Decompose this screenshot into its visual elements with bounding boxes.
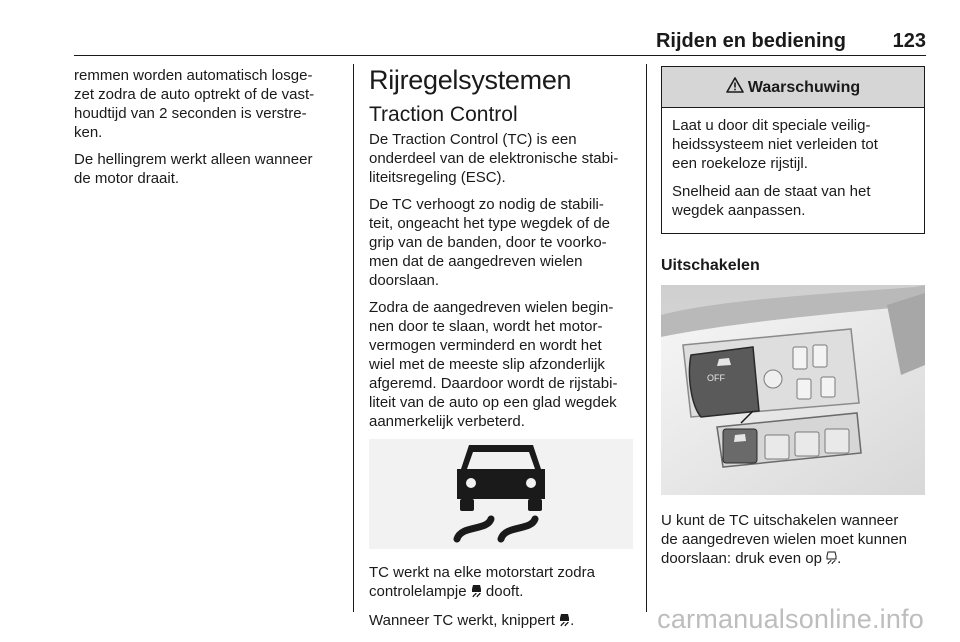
traction-control-icon: [369, 439, 633, 549]
traction-control-icon: [559, 613, 570, 632]
warning-body: [662, 108, 924, 233]
subheading: Uitschakelen: [661, 257, 760, 274]
warning-title: Waarschuwing: [747, 78, 861, 96]
tc-off-button-icon: [826, 551, 837, 570]
warning-header: [662, 67, 924, 108]
column-1: [74, 66, 344, 196]
page-number: 123: [892, 30, 926, 52]
dashboard-photo: [661, 285, 925, 495]
paragraph: De hellingrem werkt alleen wanneer de motor draait.: [74, 151, 313, 187]
column-divider-1: [353, 64, 354, 612]
paragraph: De Traction Control (TC) is een onderdeel van de elektronische stabi- liteitsregeling (ESC).: [369, 131, 619, 186]
watermark: carmanualsonline.info: [657, 604, 924, 634]
column-2: [369, 66, 635, 640]
tc-off-button-label: OFF: [707, 373, 725, 383]
paragraph: Wanneer TC werkt, knippert .: [369, 611, 635, 632]
subheading: Traction Control: [369, 103, 518, 126]
header-rule: [74, 55, 926, 56]
warning-box: [661, 66, 925, 234]
paragraph: remmen worden automatisch losge- zet zodra de auto optrekt of de vast- houdtijd van 2 seconden is verstre- ken.: [74, 67, 315, 141]
column-divider-2: [646, 64, 647, 612]
traction-control-icon: [471, 584, 482, 603]
paragraph: TC werkt na elke motorstart zodra controlelampje dooft.: [369, 563, 635, 603]
paragraph: De TC verhoogt zo nodig de stabili- teit, ongeacht het type wegdek of de grip van de banden, door te voorko- men dat de aangedreven wielen doorslaan.: [369, 196, 611, 289]
paragraph: U kunt de TC uitschakelen wanneer de aangedreven wielen moet kunnen doorslaan: druk even op .: [661, 511, 926, 570]
paragraph: Snelheid aan de staat van het wegdek aanpassen.: [672, 183, 871, 219]
warning-triangle-icon: [726, 77, 744, 98]
section-title: Rijden en bediening: [655, 30, 846, 52]
traction-control-figure: [369, 439, 633, 549]
paragraph: Zodra de aangedreven wielen begin- nen door te slaan, wordt het motor- vermogen verminderd en wordt het wiel met de meeste slip afzonderlijk afgeremd. Daardoor wordt de rijstabi- liteit van de auto op een glad wegdek aanmerkelijk verbeterd.: [369, 299, 618, 430]
dashboard-switch-panel-image: [661, 285, 925, 495]
page-header: [74, 30, 926, 54]
paragraph: Laat u door dit speciale veilig- heidssysteem niet verleiden tot een roekeloze rijstijl.: [672, 117, 878, 172]
column-3: [661, 66, 926, 578]
section-heading: Rijregelsystemen: [369, 65, 572, 95]
